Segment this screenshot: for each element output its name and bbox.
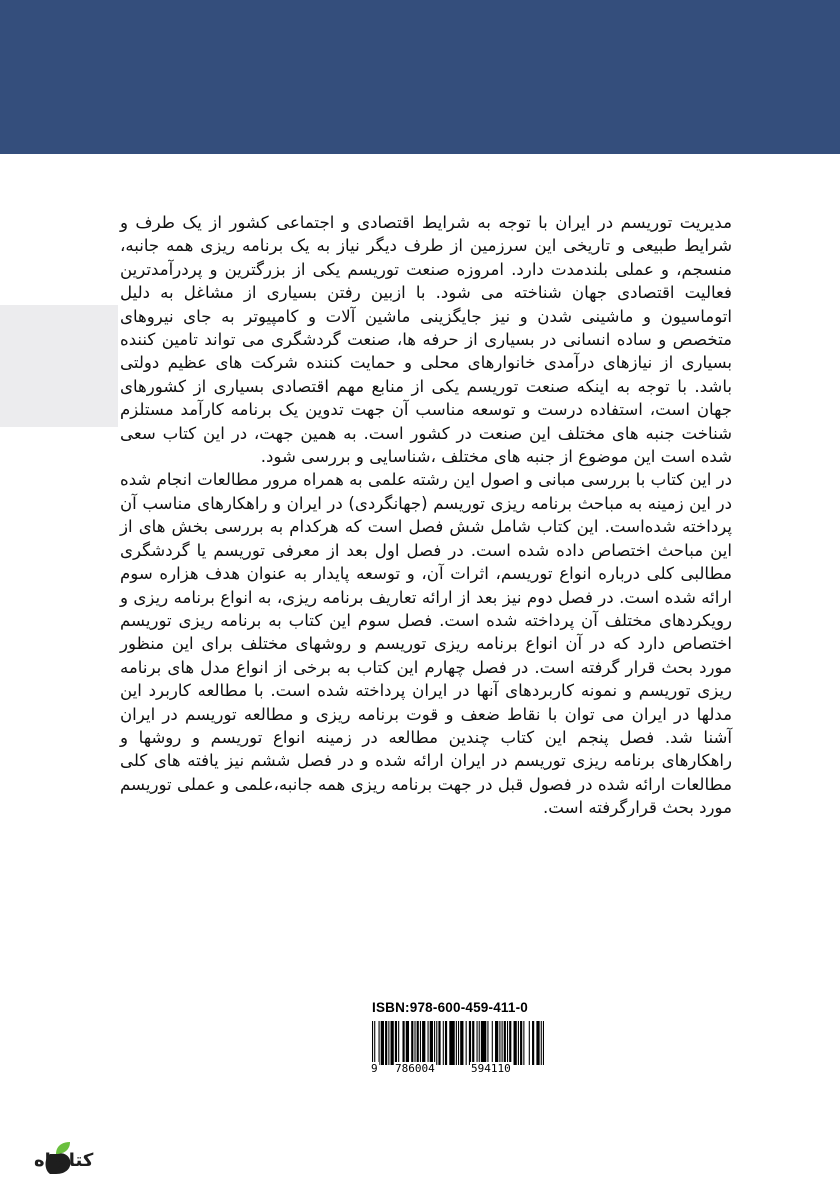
isbn-block <box>372 1000 544 1078</box>
barcode-digits-left: 786004 <box>395 1062 435 1075</box>
barcode-bar <box>388 1021 389 1065</box>
barcode-bar <box>449 1021 454 1065</box>
barcode-bar <box>438 1021 440 1065</box>
barcode-bar <box>456 1021 457 1065</box>
barcode-bar <box>543 1021 544 1065</box>
barcode-bar <box>379 1021 380 1065</box>
publisher-logo <box>34 1140 140 1180</box>
barcode-bar <box>395 1021 397 1065</box>
barcode-bar <box>536 1021 539 1065</box>
barcode-bar <box>477 1021 478 1065</box>
barcode-bar <box>391 1021 394 1065</box>
barcode-bar <box>381 1021 384 1065</box>
barcode-bar <box>414 1021 415 1065</box>
barcode-bar <box>507 1021 508 1065</box>
barcode-digits <box>372 1060 544 1076</box>
barcode-bar <box>430 1021 433 1065</box>
barcode-bar <box>502 1021 503 1065</box>
description-paragraph-1: مدیریت توریسم در ایران با توجه به شرایط اقتصادی و اجتماعی کشور از یک طرف و شرایط طبیعی و تاریخی این سرزمین از طرف دیگر نیاز به یک برنامه ریزی همه جانبه، منسجم، و عملی بلندمدت دارد. امروزه صنعت توریسم یکی از بزرگترین و پردرآمدترین فعالیت اقتصادی جهان شناخته می شود. با ازبین رفتن بسیاری از مشاغل به دلیل اتوماسیون و ماشینی شدن و نیز جایگزینی ماشین آلات و کامپیوتر به جای نیروهای متخصص و ساده انسانی در بسیاری از حرفه ها، صنعت گردشگری می تواند تامین کننده بسیاری از نیازهای درآمدی خانوارهای محلی و حمایت کننده شرکت های عظیم دولتی باشد. با توجه به اینکه صنعت توریسم یکی از منابع مهم اقتصادی بسیاری از کشورهای جهان است، استفاده درست و توسعه مناسب آن جهت تدوین یک برنامه کارآمد مستلزم شناخت جنبه های مختلف این صنعت در کشور است. به همین جهت، در این کتاب سعی شده است این موضوع از جنبه های مختلف ،شناسایی و بررسی شود. <box>120 213 732 467</box>
barcode-bar <box>514 1021 517 1065</box>
barcode-bar <box>460 1021 463 1065</box>
barcode-bar <box>518 1021 519 1065</box>
barcode-bar <box>472 1021 474 1065</box>
barcode-bar <box>529 1021 530 1065</box>
barcode-bar <box>487 1021 488 1065</box>
barcode-bar <box>469 1021 471 1065</box>
barcode-bar <box>466 1021 467 1065</box>
barcode-bar <box>541 1021 542 1065</box>
publisher-name: کتابراه <box>34 1149 94 1171</box>
barcode-bar <box>445 1021 447 1065</box>
barcode-bar <box>422 1021 425 1065</box>
isbn-barcode <box>372 1021 544 1065</box>
barcode-bar <box>372 1021 373 1065</box>
barcode-bar <box>504 1021 506 1065</box>
barcode-bar <box>499 1021 500 1065</box>
cover-side-tab <box>0 305 118 427</box>
barcode-bar <box>420 1021 421 1065</box>
barcode-bar <box>417 1021 419 1065</box>
description-paragraph-2: در این کتاب با بررسی مبانی و اصول این رشته علمی به همراه مرور مطالعات انجام شده در این زمینه به مباحث برنامه ریزی توریسم (جهانگردی) در ایران و راهکارهای مناسب آن پرداخته شده‌است. این کتاب شامل شش فصل است که هرکدام به بررسی بخش های از این مباحث اختصاص داده شده است. در فصل اول بعد از معرفی توریسم یا گردشگری مطالبی کلی درباره انواع توریسم، اثرات آن، و توسعه پایدار به عنوان هدف هزاره سوم ارائه شده است. در فصل دوم نیز بعد از ارائه تعاریف برنامه ریزی، به انواع برنامه ریزی و رویکردهای مختلف آن پرداخته شده است. فصل سوم این کتاب به برنامه ریزی توریسم اختصاص دارد که در آن انواع برنامه ریزی توریسم و روشهای مختلف برای این منظور مورد بحث قرار گرفته است. در فصل چهارم این کتاب به برخی از انواع مدل های برنامه ریزی توریسم و نمونه کاربردهای آنها در ایران پرداخته شده است. با مطالعه کاربرد این مدلها در ایران می توان با نقاط ضعف و قوت برنامه ریزی و مطالعه توریسم در ایران آشنا شد. فصل پنجم این کتاب چندین مطالعه در زمینه انواع توریسم و روشها و راهکارهای برنامه ریزی توریسم در ایران ارائه شده و در فصل ششم نیز یافته های کلی مطالعات ارائه شده در فصول قبل در جهت برنامه ریزی همه جانبه،علمی و عملی توریسم مورد بحث قرارگرفته است. <box>120 470 732 818</box>
barcode-bar <box>532 1021 534 1065</box>
barcode-bar <box>520 1021 522 1065</box>
barcode-bar <box>406 1021 409 1065</box>
book-description <box>120 211 732 820</box>
barcode-bar <box>492 1021 493 1065</box>
barcode-digits-right: 594110 <box>471 1062 511 1075</box>
barcode-bar <box>398 1021 399 1065</box>
barcode-bar <box>436 1021 437 1065</box>
barcode-bar <box>411 1021 413 1065</box>
barcode-bar <box>479 1021 480 1065</box>
barcode-bar <box>523 1021 524 1065</box>
barcode-bar <box>402 1021 404 1065</box>
barcode-bar <box>509 1021 511 1065</box>
barcode-bar <box>434 1021 435 1065</box>
barcode-bar <box>481 1021 486 1065</box>
barcode-digit-lead: 9 <box>371 1062 378 1075</box>
barcode-bar <box>374 1021 375 1065</box>
barcode-bar <box>428 1021 429 1065</box>
barcode-bar <box>385 1021 387 1065</box>
isbn-label: ISBN:978-600-459-411-0 <box>372 1000 528 1015</box>
barcode-bar <box>458 1021 459 1065</box>
barcode-bar <box>495 1021 498 1065</box>
barcode-bar <box>443 1021 444 1065</box>
cover-header-band <box>0 0 840 154</box>
